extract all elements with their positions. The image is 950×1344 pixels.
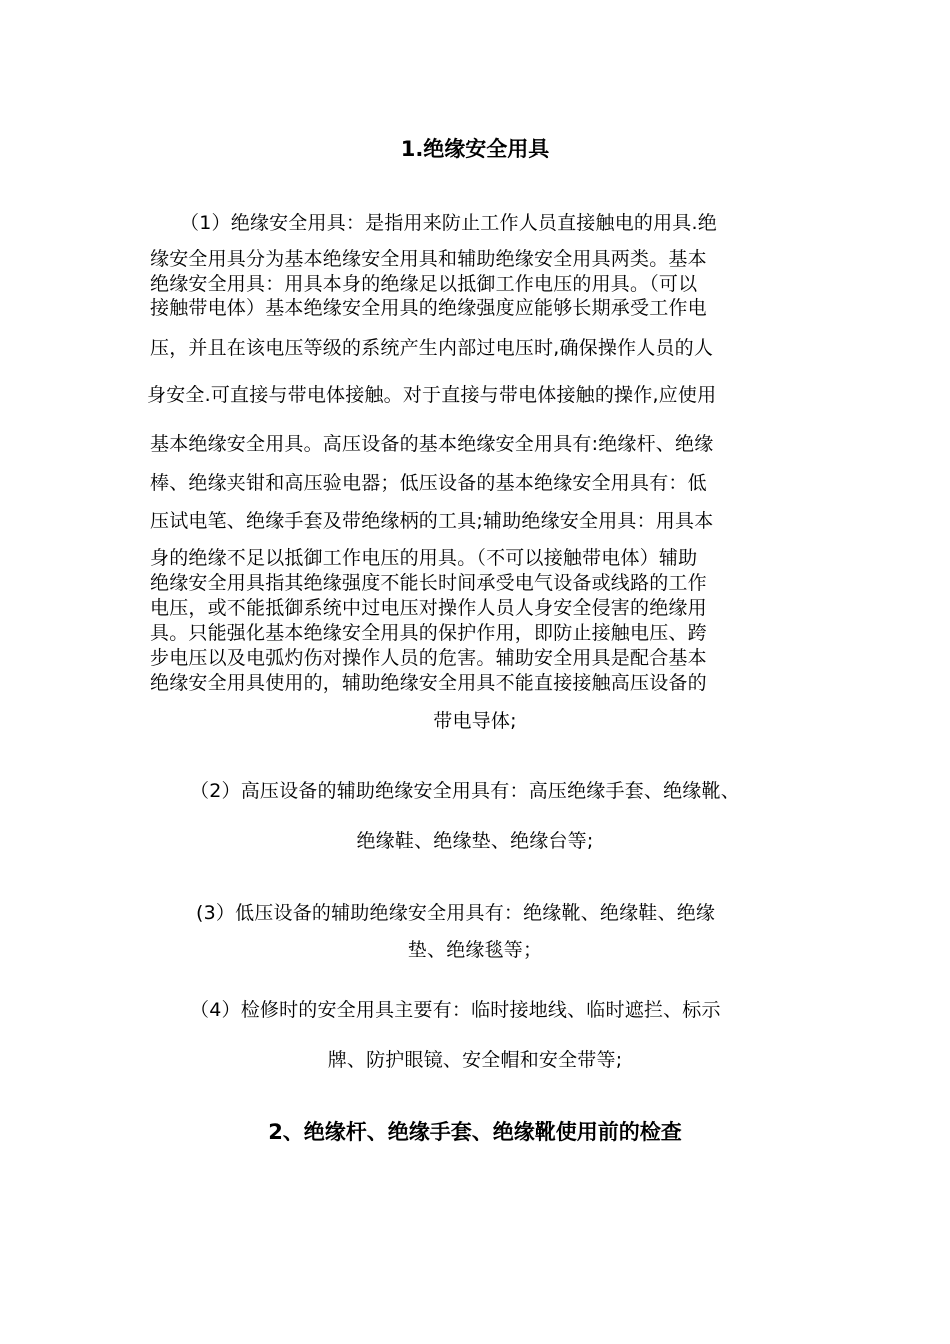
paragraph-line: （1）绝缘安全用具：是指用来防止工作人员直接触电的用具.绝	[180, 212, 717, 234]
paragraph-line: 绝缘安全用具：用具本身的绝缘足以抵御工作电压的用具。（可以	[150, 273, 698, 295]
paragraph-line: 电压，或不能抵御系统中过电压对操作人员人身安全侵害的绝缘用	[150, 597, 707, 619]
heading-2: 2、绝缘杆、绝缘手套、绝缘靴使用前的检查	[268, 1120, 682, 1144]
paragraph-line: 缘安全用具分为基本绝缘安全用具和辅助绝缘安全用具两类。基本	[150, 248, 707, 270]
paragraph-line: 步电压以及电弧灼伤对操作人员的危害。辅助安全用具是配合基本	[150, 647, 707, 669]
list-item-line: 垫、绝缘毯等；	[407, 939, 543, 961]
paragraph-line: 带电导体;	[433, 710, 517, 732]
paragraph-line: 身的绝缘不足以抵御工作电压的用具。（不可以接触带电体）辅助	[150, 547, 698, 569]
paragraph-line: 具。只能强化基本绝缘安全用具的保护作用，即防止接触电压、跨	[150, 622, 707, 644]
paragraph-line: 基本绝缘安全用具。高压设备的基本绝缘安全用具有:绝缘杆、绝缘	[150, 433, 714, 455]
paragraph-line: 棒、绝缘夹钳和高压验电器；低压设备的基本绝缘安全用具有：低	[150, 472, 707, 494]
paragraph-line: 绝缘安全用具指其绝缘强度不能长时间承受电气设备或线路的工作	[150, 572, 707, 594]
heading-1: 1.绝缘安全用具	[400, 137, 550, 161]
paragraph-line: 身安全.可直接与带电体接触。对于直接与带电体接触的操作,应使用	[147, 384, 717, 406]
list-item-line: (3）低压设备的辅助绝缘安全用具有：绝缘靴、绝缘鞋、绝缘	[196, 902, 716, 924]
list-item-line: （2）高压设备的辅助绝缘安全用具有：高压绝缘手套、绝缘靴、	[190, 780, 740, 802]
list-item-line: 绝缘鞋、绝缘垫、绝缘台等;	[356, 830, 594, 852]
paragraph-line: 接触带电体）基本绝缘安全用具的绝缘强度应能够长期承受工作电	[150, 297, 707, 319]
list-item-line: 牌、防护眼镜、安全帽和安全带等;	[327, 1049, 623, 1071]
paragraph-line: 绝缘安全用具使用的，辅助绝缘安全用具不能直接接触高压设备的	[150, 672, 707, 694]
paragraph-line: 压试电笔、绝缘手套及带绝缘柄的工具;辅助绝缘安全用具：用具本	[150, 510, 714, 532]
paragraph-line: 压，并且在该电压等级的系统产生内部过电压时,确保操作人员的人	[150, 337, 714, 359]
list-item-line: （4）检修时的安全用具主要有：临时接地线、临时遮拦、标示	[190, 999, 721, 1021]
